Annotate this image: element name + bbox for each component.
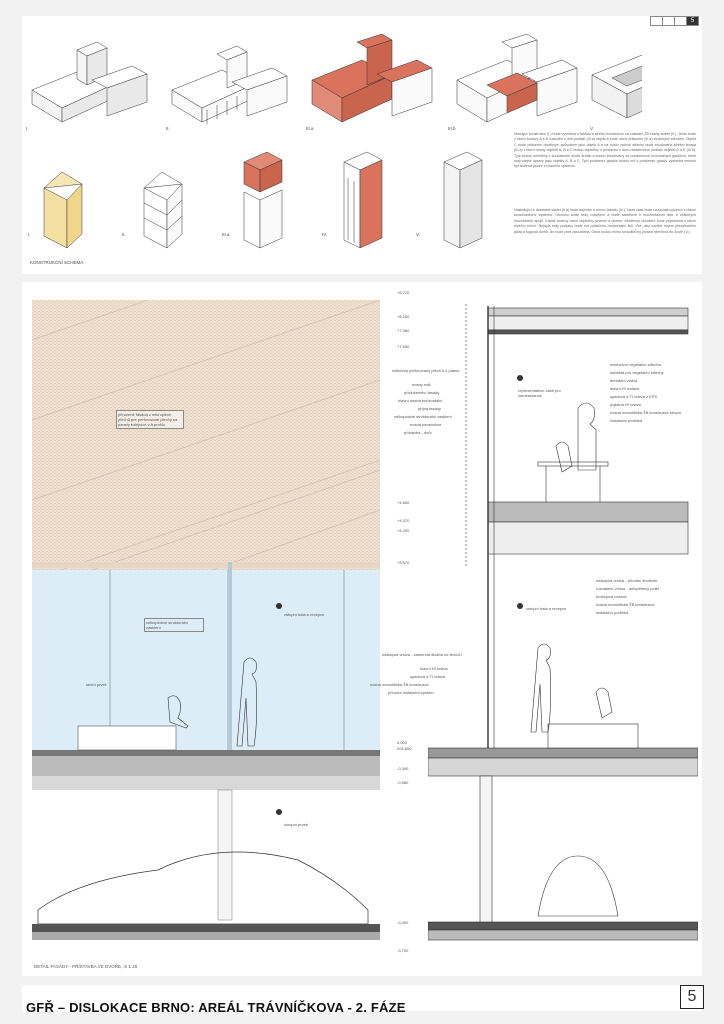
roof-layer-8: instalační podhled [610, 418, 643, 423]
tower-stage-3a [244, 152, 282, 248]
level-11: -0,390 [397, 766, 409, 771]
row1-label-2: II. [166, 126, 170, 131]
roof-layer-1: extenzivní vegetační střecha [610, 362, 661, 367]
glass-facade [32, 570, 380, 750]
floor-layer-5: instalační podhled [596, 610, 629, 615]
level-8: +3,670 [397, 560, 410, 565]
level-2: +8,200 [397, 314, 410, 319]
roof-layer-7: nosná monolitická ŽB konstrukce stropu [610, 410, 681, 415]
upper-room-label: reprezentativní části pro zaměstnance [518, 388, 561, 398]
axonometric-diagrams-row1 [22, 30, 642, 130]
facade-layer-5: přípoj fasády [418, 406, 441, 411]
description-para-1: Stávající konstrukce (I.) bude vyřešena s fasádu a střešní konstrukce na základní ŽB nosný skelet (II.). Tento bude v rámci budovy A a B nadzděn o dvě podlaží (III.a) objekt A bude navíc přistavěn (III.a) ztuženými stěnami. Objekt C bude přistavěn obdélným způsobem jako objekt A a na místo vaťové střechy bude zbudována střešní terasa (III.a). Hlavní hmoty objektů A, B a C budou doplněny o přístavbu v dvou nadzemních podlaží objektů D a E (III.b). Tyto budou umístěny v současném dvoře areálu a budou zbudovány na podzemních hromadných garážích, které mají stejné úpravy jako objekty A, B a C. Tyto podzemní garáže budou mít k podzemní garáži, výstavba nemusí být tvořena pouze z nosného systému. [514, 132, 696, 169]
facade-note: přirozeně fasáda z mikroplech plechů pre perforované plechy na panely kolejnice v A profilu [116, 410, 184, 429]
roof-layer-5: spádová a TI vrstva z EPS [610, 394, 658, 399]
facade-layer-7: nosná konstrukce [410, 422, 442, 427]
level-12: -0,580 [397, 780, 409, 785]
floor-layer-3: kročejová izolace [596, 594, 627, 599]
facade-layer-3: příslušenství fasády [404, 390, 440, 395]
ground-layer-1: nášlapná vrstva - kamenná dlažba na terčích [382, 652, 462, 657]
level-7: +4,200 [397, 528, 410, 533]
lower-room-label: vstupní hala a recepce [526, 606, 567, 611]
floor-layer-2: roznášecí vrstva - anhydritový potěr [596, 586, 660, 591]
bench [78, 726, 176, 750]
car-silhouette [38, 852, 368, 924]
level-6: +4,370 [397, 518, 410, 523]
level-4: +7,650 [397, 344, 410, 349]
ground-layer-2: hlavní HI vrstva [420, 666, 448, 671]
section-marker-upper [517, 375, 523, 381]
marker-glass [276, 603, 282, 609]
axo-stage-3b [457, 34, 577, 122]
perforated-mesh-facade [32, 300, 380, 570]
page-title: GFŘ – DISLOKACE BRNO: AREÁL TRÁVNÍČKOVA - 2. FÁZE [26, 1000, 406, 1015]
section-label: KONSTRUKČNÍ SCHÉMA [30, 260, 84, 265]
bench-note: sední prvek [86, 682, 107, 687]
facade-layer-4: hlavní nosná horizontální [398, 398, 443, 403]
row1-label-1: I. [26, 126, 29, 131]
row2-label-2: II. [122, 232, 126, 237]
ground-layer-5: přírodní instalační systém [388, 690, 434, 695]
level-5: +4,650 [397, 500, 410, 505]
tower-stage-4 [344, 152, 382, 248]
tower-stage-2 [144, 172, 182, 248]
facade-layer-2: nosný rošt [412, 382, 431, 387]
axo-stage-2 [172, 46, 287, 124]
row2-label-5: V. [416, 232, 420, 237]
glass-note: velkoplošné strukturální zasklení [144, 618, 204, 632]
column [218, 790, 232, 920]
row2-label-4: IV. [322, 232, 328, 237]
facade-layer-6: velkoplošné strukturální zasklení [394, 414, 452, 419]
description-para-2: Následující o dostavbě skelet (II.a) bude doplněn o novou fasádu (IV.), která však bude nezávislá vyložení z hlavní konstrukčního systému. Obvodní bude tedy rozdělení a bude satelitové k horizontálním linie a veškerých možnostech spojů. Každé budovy navíc doplněny prvkem a okenní. Modelový zkoušení bude připravena v rámci lepšího tržení. Nejspíš tedy podlahy bude mít potlačenu horizontální linii. Vše, aby vzniklé dojem přesytnutého jádra a fugovat domů, lze bude plně zakončena. Okna budou mimo schodišťový prostor otevřená do dvoře (V.). [514, 208, 696, 234]
axo-stage-3a [312, 34, 432, 122]
axo-stage-5 [592, 55, 642, 118]
column-note: sloupní prvek [284, 822, 308, 827]
facade-layer-1: měkčený perforovaný plech tl.2 plátno [392, 368, 460, 373]
roof-layer-2: substrát pro vegetační střechy [610, 370, 664, 375]
row1-label-3: III.a [306, 126, 314, 131]
marker-garage [276, 809, 282, 815]
tower-stage-1 [44, 172, 82, 248]
level-13: -3,400 [397, 920, 409, 925]
roof-layer-6: pojistná HI vrstva [610, 402, 641, 407]
section-marker-lower [517, 603, 523, 609]
facade-elevation [32, 300, 380, 960]
row1-label-4: III.b [448, 126, 456, 131]
floor-layer-4: nosná monolitická ŽB konstrukce [596, 602, 655, 607]
facade-layer-8: přístavba - dvůr [404, 430, 432, 435]
row2-label-1: I. [28, 232, 31, 237]
ground-layer-4: nosná monolitická ŽB konstrukce [370, 682, 429, 687]
row2-label-3: III.a [222, 232, 230, 237]
level-9: 0,000 [397, 740, 408, 745]
floor-layer-1: nášlapná vrstva - přírodní linoleum [596, 578, 658, 583]
tower-stage-5 [444, 152, 482, 248]
level-1: +8,720 [397, 290, 410, 295]
axo-stage-1 [32, 42, 147, 122]
level-3: +7,960 [397, 328, 410, 333]
level-10: 206,800 [397, 746, 412, 751]
page-box-current: 5 [686, 16, 699, 26]
axonometric-diagrams-row2 [22, 148, 502, 258]
detail-caption: DETAIL FASÁDY - PŘÍSTAVBA VE DVOŘE, m 1:20 [34, 964, 138, 969]
row1-label-5: V. [590, 126, 594, 131]
ground-layer-3: spádová a TI vrstva [410, 674, 445, 679]
page-number: 5 [680, 985, 704, 1009]
lower-room-note-left: vstupní hala a recepce [284, 612, 325, 617]
roof-layer-4: hlavní HI izolace [610, 386, 640, 391]
roof-layer-3: drenážní vrstva [610, 378, 638, 383]
level-14: -3,700 [397, 948, 409, 953]
